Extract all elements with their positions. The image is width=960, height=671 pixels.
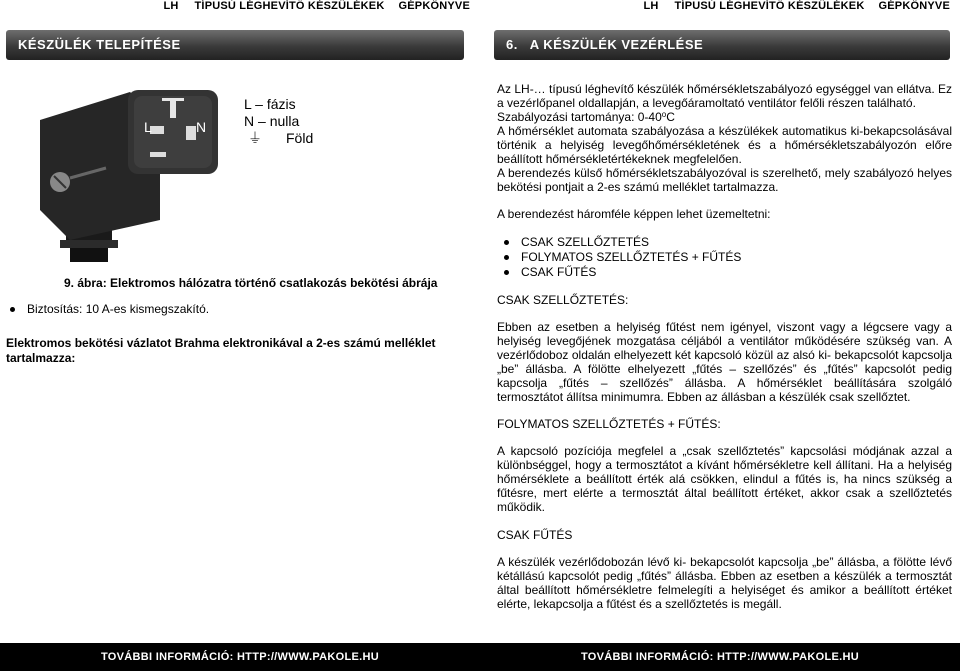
legend-row-earth: ⏚ Föld [244, 130, 313, 147]
running-head-doc: GÉPKÖNYVE [398, 0, 470, 12]
pin-label-l: L [144, 119, 152, 135]
running-head [643, 0, 950, 12]
wiring-note: Elektromos bekötési vázlatot Brahma elektronikával a 2-es számú melléklet tartalmazza: [6, 336, 436, 365]
paragraph-vent-heat: A kapcsoló pozíciója megfelel a „csak szellőztetés” kapcsolási módjának azzal a különbséggel, hogy a termosztátot a kívánt hőmérsékletre kell állítani. Ha a helyiség hőmérséklete a beállított érték alá csökken, elindul a fűtés is, ha nincs szükség a fűtésre, mert elérte a termosztát által beállított értéket, akkor csak a szellőztetés működik. [497, 444, 952, 514]
running-head-brand: LH [643, 0, 659, 12]
footer-bar: TOVÁBBI INFORMÁCIÓ: HTTP://WWW.PAKOLE.HU [0, 643, 480, 671]
bullet-dot [504, 255, 509, 260]
connector-illustration [20, 80, 240, 270]
footer-bar: TOVÁBBI INFORMÁCIÓ: HTTP://WWW.PAKOLE.HU [480, 643, 960, 671]
heading-heating: CSAK FŰTÉS [497, 528, 573, 542]
earth-pin [170, 100, 176, 118]
running-head-brand: LH [163, 0, 179, 12]
connector-figure [20, 80, 460, 270]
right-page [480, 0, 960, 671]
earth-icon: ⏚ [248, 130, 262, 146]
fuse-bullet: Biztosítás: 10 A-es kismegszakító. [10, 302, 209, 316]
figure-caption: 9. ábra: Elektromos hálózatra történő csatlakozás bekötési ábrája [64, 276, 438, 290]
pin-label-n: N [196, 119, 207, 135]
paragraph-ventilation: Ebben az esetben a helyiség fűtést nem igényel, viszont vagy a légcsere vagy a helyiség levegőjének mozgatása céljából a ventilátor működésére szükség van. A vezérlődoboz oldalán elhelyezett két kapcsoló közül az alsó ki- bekapcsolót kapcsolja „be” állásba. A fölötte elhelyezett „fűtés – szellőzés” és „fűtés” kapcsolót pedig kapcsolja „fűtés – szellőzés” állásba. A hőmérséklet beállítására szolgáló termosztátot állítsa minimumra. Ebben az állásban a készülék csak szellőztet. [497, 320, 952, 404]
running-head-doc: GÉPKÖNYVE [878, 0, 950, 12]
list-item: FOLYMATOS SZELLŐZTETÉS + FŰTÉS [504, 250, 741, 265]
bullet-dot [10, 307, 15, 312]
list-item: CSAK FŰTÉS [504, 265, 741, 280]
bullet-dot [504, 270, 509, 275]
intro-paragraph-2: A hőmérséklet automata szabályozása a készülékek automatikus ki-bekapcsolásával történik a helyiség levegőhőmérsékletének és a hőmérsékletszabályozón előre beállított hőmérsékletértékeknek megfelelően. [497, 124, 952, 166]
section-title-bar: 6. A KÉSZÜLÉK VEZÉRLÉSE [494, 30, 950, 60]
modes-list [504, 235, 741, 280]
legend-row-neutral: N – nulla [244, 113, 300, 129]
running-head-title: TÍPUSÚ LÉGHEVÍTŐ KÉSZÜLÉKEK [194, 0, 385, 12]
modes-intro: A berendezést háromféle képpen lehet üzemeltetni: [497, 207, 771, 221]
cable-nut [60, 240, 118, 248]
running-head [163, 0, 470, 12]
section-title-bar: KÉSZÜLÉK TELEPÍTÉSE [6, 30, 464, 60]
intro-paragraph-3: A berendezés külső hőmérsékletszabályozóval is szerelhető, mely szabályozó helyes bekötési pontjait a 2-es számú melléklet tartalmazza. [497, 166, 952, 194]
legend-row-phase: L – fázis [244, 96, 296, 112]
pin-legend [244, 96, 313, 147]
bullet-dot [504, 240, 509, 245]
list-item: CSAK SZELLŐZTETÉS [504, 235, 741, 250]
heading-vent-heat: FOLYMATOS SZELLŐZTETÉS + FŰTÉS: [497, 417, 721, 431]
running-head-title: TÍPUSÚ LÉGHEVÍTŐ KÉSZÜLÉKEK [674, 0, 865, 12]
heading-ventilation: CSAK SZELLŐZTETÉS: [497, 293, 629, 307]
paragraph-heating: A készülék vezérlődobozán lévő ki- bekapcsolót kapcsolja „be” állásba, a fölötte lévő kétállású kapcsolót pedig „fűtés” állásba. Ebben az esetben a készülék a termosztát által beállított hőmérsékletre felmelegíti a helyiséget és amikor a beállított értéket elérte, lekapcsolja a fűtést és a szellőztetés is megáll. [497, 555, 952, 611]
range-line: Szabályozási tartománya: 0-40$^o$C [497, 110, 675, 124]
cable-end [70, 248, 108, 262]
intro-paragraph-1: Az LH-… típusú léghevítő készülék hőmérsékletszabályozó egységgel van ellátva. Ez a vezérlőpanel oldallapján, a levegőáramoltató ventilátor felőli részen található. [497, 82, 952, 110]
